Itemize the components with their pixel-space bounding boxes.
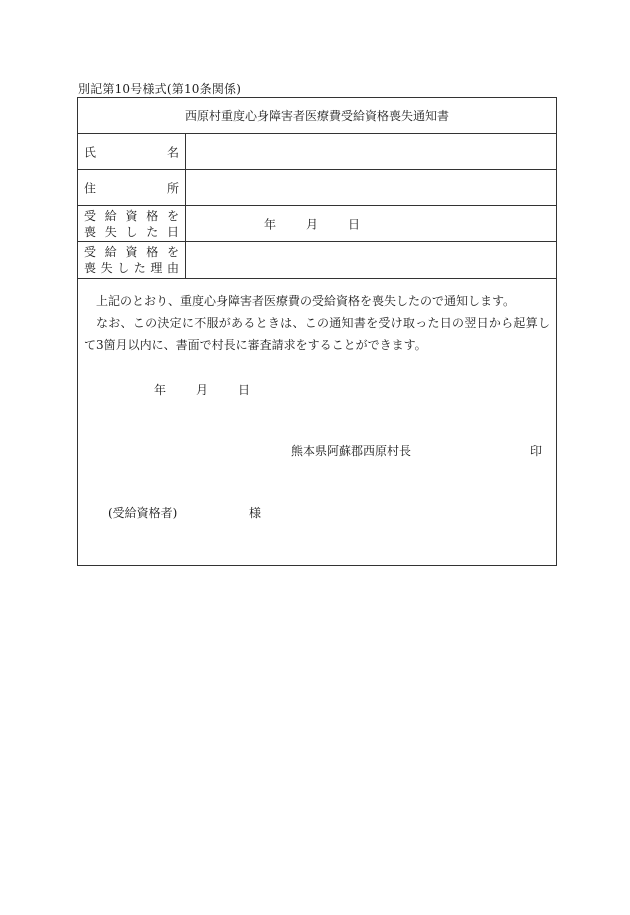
- month-unit: 月: [306, 217, 319, 231]
- label-char: し: [125, 224, 138, 239]
- year-unit: 年: [264, 217, 277, 231]
- label-char: 格: [146, 208, 159, 223]
- label-char: た: [146, 224, 159, 239]
- name-label: [84, 143, 179, 160]
- label-line: [84, 208, 179, 224]
- label-char: 喪: [84, 261, 97, 275]
- label-char: を: [166, 208, 179, 223]
- address-label-cell: [78, 170, 186, 205]
- loss-date-label-cell: [78, 206, 186, 241]
- issuer-name: 熊本県阿蘇郡西原村長: [291, 444, 412, 458]
- label-line: [84, 260, 179, 276]
- label-char: 日: [166, 224, 179, 239]
- label-char: 給: [104, 245, 117, 259]
- label-char: 失: [100, 261, 113, 275]
- name-value[interactable]: [186, 134, 556, 169]
- month-unit: 月: [196, 383, 209, 397]
- notice-date[interactable]: [154, 381, 250, 398]
- form-reference: 別記第10号様式(第10条関係): [78, 82, 242, 96]
- label-char: を: [166, 245, 179, 259]
- address-value[interactable]: [186, 170, 556, 205]
- loss-date-fields: [264, 215, 360, 232]
- loss-date-row: [78, 206, 556, 242]
- label-char: 資: [125, 208, 138, 223]
- name-row: [78, 134, 556, 170]
- label-char: 受: [84, 245, 97, 259]
- label-char: 所: [166, 181, 179, 195]
- notification-form: [77, 97, 557, 566]
- year-unit: 年: [154, 383, 167, 397]
- loss-reason-label: [84, 244, 179, 276]
- loss-reason-value[interactable]: [186, 242, 556, 278]
- loss-date-value[interactable]: [186, 206, 556, 241]
- label-char: 給: [104, 208, 117, 223]
- recipient-label: (受給資格者): [108, 506, 178, 520]
- loss-reason-row: [78, 242, 556, 279]
- label-char: 由: [166, 261, 179, 275]
- label-char: 受: [84, 208, 97, 223]
- seal-mark: 印: [529, 444, 542, 458]
- label-char: た: [133, 261, 146, 275]
- day-unit: 日: [238, 383, 251, 397]
- label-char: 名: [166, 145, 179, 159]
- address-label: [84, 179, 179, 196]
- form-title: 西原村重度心身障害者医療費受給資格喪失通知書: [78, 98, 556, 134]
- label-char: 氏: [84, 145, 97, 159]
- label-char: 喪: [84, 224, 97, 239]
- loss-reason-label-cell: [78, 242, 186, 278]
- day-unit: 日: [348, 217, 361, 231]
- loss-date-label: [84, 208, 179, 240]
- label-char: 資: [125, 245, 138, 259]
- label-char: 失: [104, 224, 117, 239]
- address-row: [78, 170, 556, 206]
- label-line: [84, 224, 179, 240]
- recipient-honorific: 様: [249, 506, 262, 520]
- label-char: 住: [84, 181, 97, 195]
- label-char: し: [117, 261, 130, 275]
- notice-paragraph-2: なお、この決定に不服があるときは、この通知書を受け取った日の翌日から起算して3箇月以内に、書面で村長に審査請求をすることができます。: [84, 316, 550, 352]
- label-char: 理: [150, 261, 163, 275]
- notice-paragraph-1: 上記のとおり、重度心身障害者医療費の受給資格を喪失したので通知します。: [96, 294, 516, 308]
- name-label-cell: [78, 134, 186, 169]
- label-line: [84, 244, 179, 260]
- label-char: 格: [146, 245, 159, 259]
- notice-body: [78, 279, 556, 565]
